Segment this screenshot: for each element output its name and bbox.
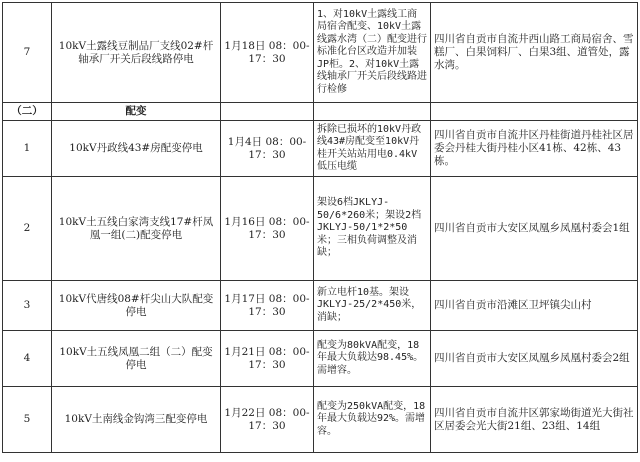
outage-line: 10kV土五线白家湾支线17#杆凤凰一组(二)配变停电 — [52, 177, 221, 281]
affected-area: 四川省自贡市自流井西山路工商局宿舍、雪糕厂、白果饲料厂、白果3组、道管处，露水湾。 — [431, 3, 638, 103]
table-row — [3, 281, 638, 331]
work-content: 1、对10kV土露线工商局宿舍配变、10kV土露线露水湾（二）配变进行标准化台区改造并加装JP柜。2、对10kV土露线轴承厂开关后段线路进行检修 — [314, 3, 431, 103]
outage-line: 10kV代唐线08#杆尖山大队配变停电 — [52, 281, 221, 331]
affected-area: 四川省自贡市自流井区郭家坳街道光大街社区居委会光大街21组、23组、14组 — [431, 387, 638, 453]
outage-schedule-table — [2, 2, 638, 453]
row-number: 3 — [3, 281, 52, 331]
work-content: 新立电杆10基。架设JKLYJ-25/2*450米，消缺； — [314, 281, 431, 331]
section-header-row — [3, 103, 638, 121]
row-number: 1 — [3, 121, 52, 177]
table-row — [3, 121, 638, 177]
work-content: 架设6档JKLYJ-50/6*260米；架设2档JKLYJ-50/1*2*50米；三相负荷调整及消缺； — [314, 177, 431, 281]
section-number: （二） — [3, 103, 52, 121]
outage-line: 10kV土五线凤凰二组（二）配变停电 — [52, 331, 221, 387]
table-row — [3, 331, 638, 387]
work-content: 拆除已损坏的10kV丹政线43#房配变至10kV丹桂开关站站用电0.4kV低压电缆 — [314, 121, 431, 177]
affected-area: 四川省自贡市大安区凤凰乡凤凰村委会1组 — [431, 177, 638, 281]
table-row — [3, 387, 638, 453]
outage-line: 10kV土南线金钩湾三配变停电 — [52, 387, 221, 453]
outage-line: 10kV土露线豆制品厂支线02#杆轴承厂开关后段线路停电 — [52, 3, 221, 103]
outage-time: 1月21日 08：00-17：30 — [221, 331, 314, 387]
outage-time: 1月22日 08：00-17：30 — [221, 387, 314, 453]
row-number: 5 — [3, 387, 52, 453]
affected-area: 四川省自贡市沿滩区卫坪镇尖山村 — [431, 281, 638, 331]
affected-area: 四川省自贡市自流井区丹桂街道丹桂社区居委会丹桂大街丹桂小区41栋、42栋、43栋。 — [431, 121, 638, 177]
affected-area: 四川省自贡市大安区凤凰乡凤凰村委会2组 — [431, 331, 638, 387]
outage-time: 1月16日 08：00-17：30 — [221, 177, 314, 281]
row-number: 7 — [3, 3, 52, 103]
section-title: 配变 — [52, 103, 221, 121]
work-content: 配变为250kVA配变，18年最大负载达92%。需增容。 — [314, 387, 431, 453]
table-row — [3, 177, 638, 281]
table-row — [3, 3, 638, 103]
row-number: 2 — [3, 177, 52, 281]
outage-time: 1月18日 08：00-17：30 — [221, 3, 314, 103]
outage-time: 1月4日 08：00-17：30 — [221, 121, 314, 177]
row-number: 4 — [3, 331, 52, 387]
outage-line: 10kV丹政线43#房配变停电 — [52, 121, 221, 177]
work-content: 配变为80kVA配变，18年最大负载达98.45%。需增容。 — [314, 331, 431, 387]
outage-time: 1月17日 08：00-17：30 — [221, 281, 314, 331]
